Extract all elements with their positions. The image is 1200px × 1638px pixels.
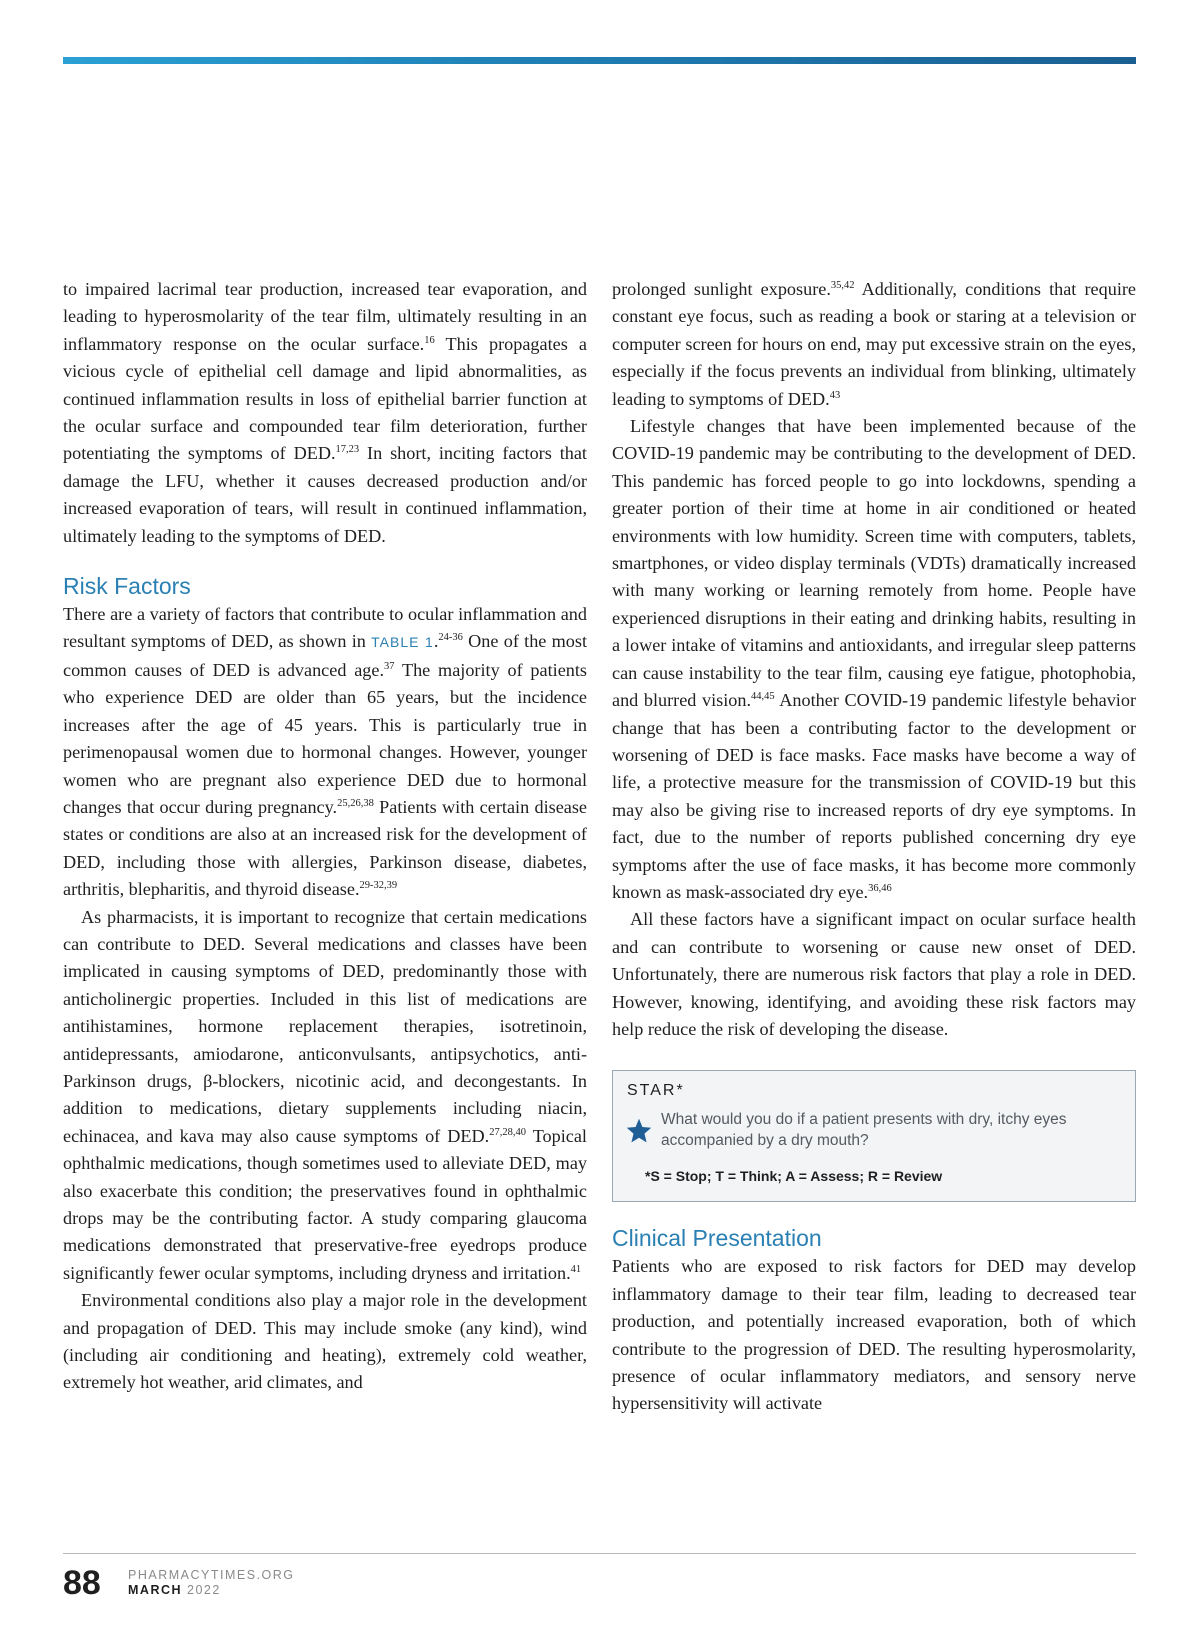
paragraph-medications: As pharmacists, it is important to recognize that certain medications can contribute to DED. Several medications and classes have been implicated in causing symptoms of DED, predominantly those with anticholinergic properties. Included in this list of medications are antihistamines, hormone replacement therapies, isotretinoin, antidepressants, amiodarone, anticonvulsants, antipsychotics, anti-Parkinson drugs, β-blockers, nicotinic acid, and decongestants. In addition to medications, dietary supplements including niacin, echinacea, and kava may also cause symptoms of DED.$^{27,28,40}$ Topical ophthalmic medications, though sometimes used to alleviate DED, may also exacerbate this condition; the preservatives found in ophthalmic drops may be the contributing factor. A study comparing glaucoma medications demonstrated that preservative-free eyedrops produce significantly fewer ocular symptoms, including dryness and irritation.$^{41}$ — [63, 906, 587, 1283]
citation: 27,28,40 — [489, 1126, 526, 1138]
paragraph-sunlight-focus: prolonged sunlight exposure.$^{35,42}$ Additionally, conditions that require constant eye focus, such as reading a book or staring at a television or computer screen for hours on end, may put excessive strain on the eyes, especially if the focus prevents an individual from blinking, ultimately leading to symptoms of DED.$^{43}$ — [612, 279, 1137, 409]
top-accent-rule — [63, 57, 1136, 64]
paragraph-environmental: Environmental conditions also play a major role in the development and propagation of DED. This may include smoke (any kind), wind (including air conditioning and heating), extremely cold weather, extremely hot weather, arid climates, and — [63, 1290, 587, 1393]
star-icon — [625, 1117, 653, 1145]
paragraph-covid-lifestyle: Lifestyle changes that have been implemented because of the COVID-19 pandemic may be contributing to the development of DED. This pandemic has forced people to go into lockdowns, spending a greater portion of their time at home in air conditioned or heated environments with low humidity. Screen time with computers, tablets, smartphones, or video display terminals (VDTs) dramatically increased with many working or learning remotely from home. People have experienced disruptions in their eating and drinking habits, resulting in a lower intake of vitamins and antioxidants, and irregular sleep patterns can cause instability to the tear film, causing eye fatigue, photophobia, and blurred vision.$^{44,45}$ Another COVID-19 pandemic lifestyle behavior change that has been a contributing factor to the development or worsening of DED is face masks. Face masks have become a way of life, a protective measure for the transmission of COVID-19 but this may also be giving rise to increased reports of dry eye symptoms. In fact, due to the number of reports published concerning dry eye symptoms after the use of face masks, it has become more commonly known as mask-associated dry eye.$^{36,46}$ — [612, 416, 1137, 902]
citation: 16 — [424, 334, 435, 346]
citation: 17,23 — [335, 444, 360, 456]
footer-month: MARCH — [128, 1583, 183, 1597]
footer-date — [128, 1583, 295, 1598]
star-callout-title: STAR* — [627, 1082, 685, 1100]
paragraph-risk-summary: All these factors have a significant impact on ocular surface health and can contribute to worsening or cause new onset of DED. Unfortunately, there are numerous risk factors that play a role in DED. However, knowing, identifying, and avoiding these risk factors may help reduce the risk of developing the disease. — [612, 909, 1136, 1039]
footer-rule — [63, 1553, 1136, 1554]
right-column — [612, 276, 1136, 1418]
section-heading-risk-factors: Risk Factors — [63, 573, 191, 600]
paragraph-clinical-presentation: Patients who are exposed to risk factors for DED may develop inflammatory damage to their tear film, leading to decreased tear production, and potentially increased evaporation, both of which contribute to the progression of DED. The resulting hyperosmolarity, presence of ocular inflammatory mediators, and sensory nerve hypersensitivity will activate — [612, 1256, 1136, 1414]
paragraph-inflammation-cycle: to impaired lacrimal tear production, increased tear evaporation, and leading to hyperosmolarity of the tear film, ultimately resulting in an inflammatory response on the ocular surface.$^{16}$ This propagates a vicious cycle of epithelial cell damage and lipid abnormalities, as continued inflammation results in loss of epithelial barrier function at the ocular surface and compounded tear film deterioration, further potentiating the symptoms of DED.$^{17,23}$ In short, inciting factors that damage the LFU, whether it causes decreased production and/or increased evaporation of tears, will result in continued inflammation, ultimately leading to the symptoms of DED. — [63, 279, 588, 546]
citation: 24-36 — [438, 632, 463, 644]
page-number: 88 — [63, 1564, 101, 1602]
footer-year: 2022 — [187, 1583, 221, 1597]
star-callout-box — [612, 1070, 1136, 1202]
table-1-reference[interactable]: TABLE 1 — [371, 634, 434, 651]
citation: 25,26,38 — [337, 797, 374, 809]
star-callout-row — [627, 1107, 1121, 1151]
citation: 36,46 — [868, 882, 892, 894]
citation: 43 — [829, 389, 841, 401]
citation: 41 — [570, 1263, 582, 1275]
star-callout-question: What would you do if a patient presents with dry, itchy eyes accompanied by a dry mouth? — [661, 1111, 1067, 1150]
paragraph-risk-factors: There are a variety of factors that contribute to ocular inflammation and resultant symptoms of DED, as shown in TABLE 1.$^{24-36}$ One of the most common causes of DED is advanced age.$^{37}$ The majority of patients who experience DED are older than 65 years, but the incidence increases after the age of 45 years. This is particularly true in perimenopausal women due to hormonal changes. However, younger women who are pregnant also experience DED due to hormonal changes that occur during pregnancy.$^{25,26,38}$ Patients with certain disease states or conditions are also at an increased risk for the development of DED, including those with allergies, Parkinson disease, diabetes, arthritis, blepharitis, and thyroid disease.$^{29-32,39}$ — [63, 604, 588, 900]
footer-meta — [128, 1568, 295, 1598]
citation: 29-32,39 — [359, 880, 398, 892]
footer-site: PHARMACYTIMES.ORG — [128, 1568, 295, 1582]
star-callout-key: *S = Stop; T = Think; A = Assess; R = Review — [645, 1168, 943, 1185]
left-column — [63, 276, 587, 1397]
citation: 35,42 — [830, 279, 855, 291]
citation: 37 — [384, 660, 395, 672]
citation: 44,45 — [751, 691, 775, 703]
section-heading-clinical-presentation: Clinical Presentation — [612, 1225, 822, 1252]
